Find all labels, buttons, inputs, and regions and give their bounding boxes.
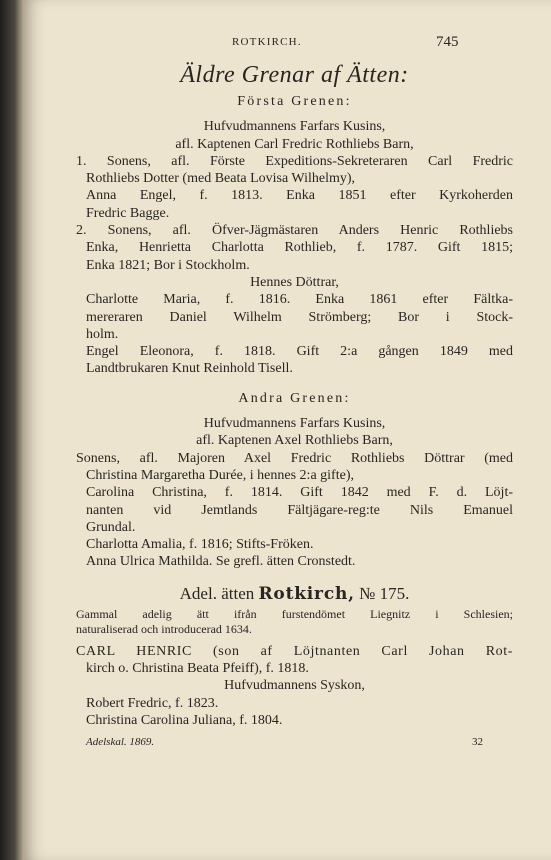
head-line1: CARL HENRIC (son af Löjtnanten Carl Johan Rot- <box>76 643 513 659</box>
entry2-line7: holm. <box>86 326 119 342</box>
branch2-line1: Sonens, afl. Majoren Axel Fredric Rothliebs Döttrar (med <box>76 450 513 466</box>
branch2-sub1: Hufvudmannens Farfars Kusins, <box>203 416 386 432</box>
page-body <box>76 60 513 751</box>
siblings-heading: Hufvudmannens Syskon, <box>224 678 365 694</box>
branch2-line3: Carolina Christina, f. 1814. Gift 1842 med F. d. Löjt- <box>86 485 513 501</box>
page-number: 745 <box>436 34 459 50</box>
sibling2: Christina Carolina Juliana, f. 1804. <box>86 712 283 728</box>
entry2-line5: Charlotte Maria, f. 1816. Enka 1861 efter Fältka- <box>86 292 513 308</box>
sibling1: Robert Fredric, f. 1823. <box>86 695 219 711</box>
branch1-heading: Första Grenen: <box>237 94 352 109</box>
branch2-heading: Andra Grenen: <box>238 390 351 406</box>
page-footer <box>76 733 513 751</box>
family-prefix: Adel. ätten <box>179 583 255 603</box>
entry2-line8: Engel Eleonora, f. 1818. Gift 2:a gången 1849 med <box>86 344 513 360</box>
entry2-line9: Landtbrukaren Knut Reinhold Tisell. <box>86 361 293 377</box>
entry1-line3: Anna Engel, f. 1813. Enka 1851 efter Kyrkoherden <box>86 188 513 204</box>
book-page <box>24 0 551 860</box>
book-spine <box>0 0 24 860</box>
family-number: № 175. <box>359 583 410 603</box>
branch1-sub2: afl. Kaptenen Carl Fredric Rothliebs Barn, <box>175 136 414 152</box>
entry1-line4: Fredric Bagge. <box>86 205 170 221</box>
family-note1: Gammal adelig ätt ifrån furstendömet Liegnitz i Schlesien; <box>76 606 513 621</box>
head-line2: kirch o. Christina Beata Pfeiff), f. 1818. <box>86 661 309 677</box>
family-heading <box>76 581 513 607</box>
running-title: ROTKIRCH. <box>232 36 302 48</box>
branch2-line5: Grundal. <box>86 519 136 535</box>
branch2-line7: Anna Ulrica Mathilda. Se grefl. ätten Cronstedt. <box>86 554 356 570</box>
entry2-line4: Hennes Döttrar, <box>250 274 339 290</box>
entry1-line2: Rothliebs Dotter (med Beata Lovisa Wilhelmy), <box>86 171 356 187</box>
section-title: Äldre Grenar af Ätten: <box>180 62 409 88</box>
family-note2: naturaliserad och introducerad 1634. <box>76 621 252 636</box>
entry2-line1: 2. Sonens, afl. Öfver-Jägmästaren Anders Henric Rothliebs <box>76 223 513 239</box>
branch2-line2: Christina Margaretha Durée, i hennes 2:a gifte), <box>86 467 354 483</box>
entry2-line2: Enka, Henrietta Charlotta Rothlieb, f. 1787. Gift 1815; <box>86 240 513 256</box>
family-name: Rotkirch, <box>258 583 355 604</box>
running-header <box>24 36 551 56</box>
branch2-line6: Charlotta Amalia, f. 1816; Stifts-Fröken. <box>86 537 314 553</box>
entry1-line1: 1. Sonens, afl. Förste Expeditions-Sekreteraren Carl Fredric <box>76 153 513 169</box>
branch2-line4: nanten vid Jemtlands Fältjägare-reg:te Nils Emanuel <box>86 502 513 518</box>
entry2-line6: mereraren Daniel Wilhelm Strömberg; Bor i Stock- <box>86 309 513 325</box>
footer-right: 32 <box>472 736 483 749</box>
branch1-sub1: Hufvudmannens Farfars Kusins, <box>203 119 386 135</box>
entry2-line3: Enka 1821; Bor i Stockholm. <box>86 257 250 273</box>
branch2-sub2: afl. Kaptenen Axel Rothliebs Barn, <box>196 433 393 449</box>
footer-left: Adelskal. 1869. <box>86 736 155 749</box>
